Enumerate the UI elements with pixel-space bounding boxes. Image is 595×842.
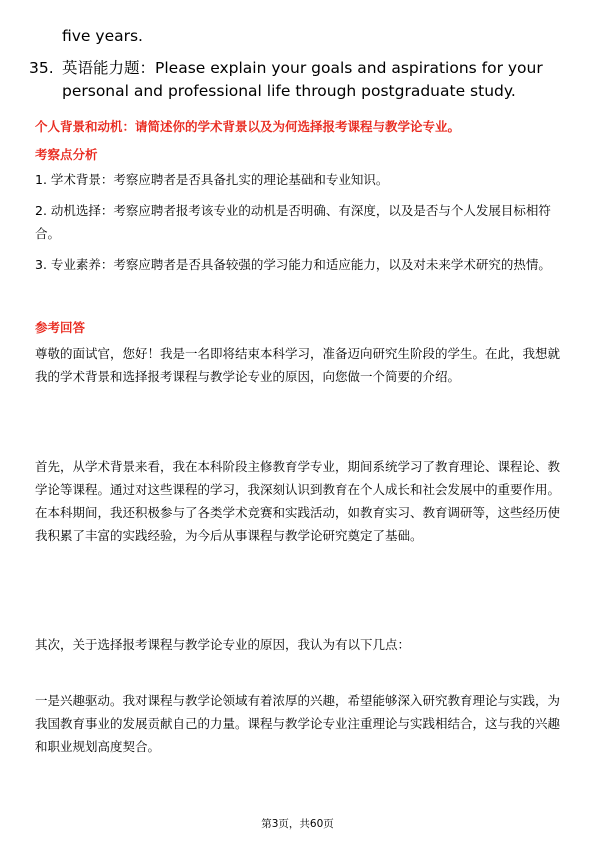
- question-text: 英语能力题：Please explain your goals and aspirations for your personal and professional life through postgraduate study.: [62, 59, 543, 100]
- question-35: [29, 57, 569, 103]
- analysis-item-1: 1. 学术背景：考察应聘者是否具备扎实的理论基础和专业知识。: [35, 172, 389, 187]
- analysis-item-3: 3. 专业素养：考察应聘者是否具备较强的学习能力和适应能力，以及对未来学术研究的热情。: [35, 257, 551, 272]
- analysis-item-2: 2. 动机选择：考察应聘者报考该专业的动机是否明确、有深度，以及是否与个人发展目标相符合。: [35, 203, 551, 241]
- page-footer: 第3页，共60页: [261, 818, 334, 830]
- answer-title: 参考回答: [35, 320, 86, 335]
- analysis-list: [35, 168, 563, 276]
- sub-question-heading: 个人背景和动机：请简述你的学术背景以及为何选择报考课程与教学论专业。: [35, 119, 461, 134]
- answer-paragraph-4: 一是兴趣驱动。我对课程与教学论领域有着浓厚的兴趣，希望能够深入研究教育理论与实践，为我国教育事业的发展贡献自己的力量。课程与教学论专业注重理论与实践相结合，这与我的兴趣和职业规划高度契合。: [35, 693, 561, 754]
- answer-paragraph-2: 首先，从学术背景来看，我在本科阶段主修教育学专业，期间系统学习了教育理论、课程论、教学论等课程。通过对这些课程的学习，我深刻认识到教育在个人成长和社会发展中的重要作用。在本科期间，我还积极参与了各类学术竞赛和实践活动，如教育实习、教育调研等，这些经历使我积累了丰富的实践经验，为今后从事课程与教学论研究奠定了基础。: [35, 459, 561, 543]
- answer-paragraph-1: 尊敬的面试官，您好！我是一名即将结束本科学习，准备迈向研究生阶段的学生。在此，我想就我的学术背景和选择报考课程与教学论专业的原因，向您做一个简要的介绍。: [35, 346, 561, 384]
- answer-paragraph-3: 其次，关于选择报考课程与教学论专业的原因，我认为有以下几点：: [35, 637, 411, 652]
- analysis-title: 考察点分析: [35, 147, 98, 162]
- question-number: 35.: [29, 59, 54, 77]
- previous-question-tail: five years.: [62, 27, 143, 45]
